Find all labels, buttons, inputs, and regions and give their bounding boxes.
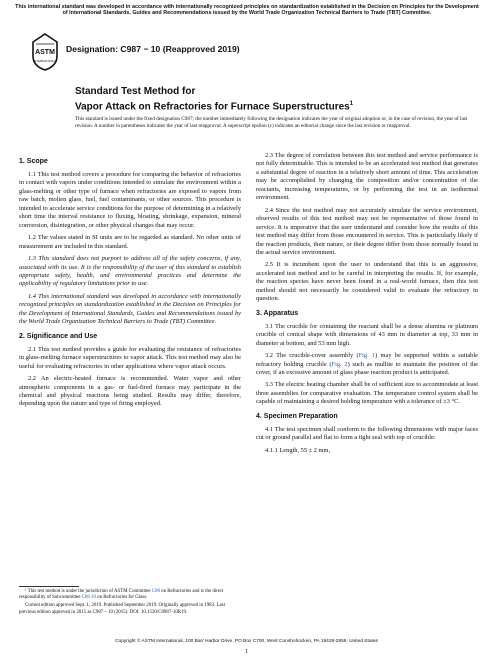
footnote-divider [19, 586, 79, 587]
footnote-1 [19, 589, 241, 601]
paragraph-3-3: 3.3 The electric heating chamber shall be of sufficient size to accommodate at least three assemblies for comparative evaluation. The temperature control system shall be capable of maintaining a desired holding temperature with a tolerance of ±3 °C. [256, 381, 478, 406]
designation: Designation: C987 − 10 (Reapproved 2019) [66, 44, 240, 54]
footnotes [19, 589, 241, 618]
right-column [256, 152, 478, 459]
astm-logo [30, 32, 60, 72]
paragraph-4-1: 4.1 The test specimen shall conform to the following dimensions with major faces cut or ground parallel and flat to form a tight seal with top of crucible: [256, 425, 478, 442]
paragraph-1-3: 1.3 This standard does not purport to address all of the safety concerns, if any, associated with its use. It is the responsibility of the user of this standard to establish appropriate safety, health, and environmental practices and determine the applicability of regulatory limitations prior to use. [19, 255, 241, 288]
paragraph-1-4: 1.4 This international standard was developed in accordance with internationally recognized principles on standardization established in the Decision on Principles for the Development of International Standards, Guides and Recommendations issued by the World Trade Organization Technical Barriers to Trade (TBT) Committee. [19, 292, 241, 326]
section-1-heading: 1. Scope [19, 158, 48, 165]
logo-text: ASTM [35, 49, 55, 56]
title-main: Vapor Attack on Refractories for Furnace Superstructures [75, 101, 350, 113]
title-line-1: Standard Test Method for [75, 86, 196, 97]
title-footnote-mark: 1 [349, 101, 354, 107]
paragraph-1-2: 1.2 The values stated in SI units are to be regarded as standard. No other units of measurement are included in this standard. [19, 234, 241, 250]
issuance-statement: This standard is issued under the fixed designation C987; the number immediately following the designation indicates the year of original adoption or, in the case of revision, the year of last revision. A number in parentheses indicates the year of last reapproval. A superscript epsilon (ε) indicates an editorial change since the last revision or reapproval. [75, 116, 468, 129]
logo-subtext: INTERNATIONAL [33, 59, 57, 63]
copyright-notice: Copyright © ASTM International, 100 Barr Harbor Drive, PO Box C700, West Conshohocken, PA 19428-2959. United States [115, 639, 378, 644]
paragraph-3-2-text-c: ) such as mullite to maintain the position of the cover, if an excessive amount of glass phase reaction product is anticipated. [256, 360, 479, 376]
committee-c08-link[interactable]: C08 [151, 589, 160, 594]
fig-1-link[interactable]: Fig. 1 [358, 352, 376, 360]
section-4-heading: 4. Specimen Preparation [256, 412, 338, 420]
paragraph-3-2-text-b: ) may be supported within a suitable refractory holding crucible ( [256, 352, 478, 368]
paragraph-3-1: 3.1 The crucible for containing the reactant shall be a dense alumina or platinum crucible of conical shape with dimensions of 43 mm in diameter at top, 33 mm in diameter at bottom, and 53 mm high. [256, 322, 478, 347]
page-number: 1 [244, 648, 249, 655]
footnote-1-text-b: on Refractories and is the direct responsibility of Subcommittee [19, 589, 224, 601]
paragraph-2-3: 2.3 The degree of correlation between this test method and service performance is not fully determinable. This is intended to be an accelerated test method that generates a substantial degree of reaction in a relatively short amount of time. This acceleration may be accomplished by changing the composition and/or concentration of the reactants, increasing temperatures, or by performing the test in an isothermal environment. [256, 152, 478, 202]
paragraph-2-4: 2.4 Since the test method may not accurately simulate the service environment, observed results of this test method may not be representative of those found in service. It is imperative that the user understand and consider how the results of this test method may differ from those encountered in service. This is particularly likely if the reaction products, their nature, or their degree differ from those normally found in the actual service environment. [256, 206, 478, 256]
paragraph-3-2 [256, 352, 478, 377]
title-line-2 [75, 98, 475, 113]
paragraph-2-1: 2.1 This test method provides a guide for evaluating the resistance of refractories in glass-melting furnace superstructures to vapor attack. This test method may also be useful for evaluating refractories in other applications where vapor attack occurs. [19, 345, 241, 370]
section-2-heading: 2. Significance and Use [19, 332, 98, 340]
fig-2-link[interactable]: Fig. 2 [331, 360, 348, 368]
paragraph-2-2: 2.2 An electric-heated furnace is recommended. Water vapor and other atmospheric components in a gas- or fuel-fired furnace may participate in the chemical and physical reactions being studied. Results may differ, therefore, depending upon the nature and type of firing employed. [19, 375, 241, 408]
footnote-edition: Current edition approved Sept. 1, 2019. Published September 2019. Originally approved in 1983. Last previous edition approved in 2015 as C987 – 10 (2015). DOI: 10.1520/C0987-10R19. [19, 603, 225, 615]
subcommittee-c08-10-link[interactable]: C08.10 [81, 595, 96, 601]
section-3-heading: 3. Apparatus [256, 309, 299, 317]
document-title [75, 86, 475, 113]
international-standard-notice: This international standard was developed in accordance with internationally recognized principles on standardization established in the Decision on Principles for the Development of International Standards, Guides and Recommendations issued by the World Trade Organization Technical Barriers to Trade (TBT) Committee. [15, 4, 479, 17]
paragraph-1-1: 1.1 This test method covers a procedure for comparing the behavior of refractories in contact with vapors under conditions intended to simulate the environment within a glass-melting or other type of furnace when refractories are exposed to vapors from raw batch, molten glass, fuel, fuel contaminants, or other sources. This procedure is intended to accelerate service conditions for the purpose of determining in a relatively short time the interval resistance to fluxing, bloating, shrinkage, expansion, mineral conversion, disintegration, or other physical changes that may occur. [19, 171, 241, 229]
footnote-1-text-a: ¹ This test method is under the jurisdiction of ASTM Committee [25, 589, 152, 594]
footnote-1-text-c: on Refractories for Glass. [95, 595, 148, 601]
left-column [19, 152, 241, 413]
paragraph-2-5: 2.5 It is incumbent upon the user to understand that this is an aggressive, accelerated test method and to be careful in interpreting the results. If, for example, the reaction species have never been found in a real-world furnace, then this test method should not necessarily be considered valid to evaluate the refractory in question. [256, 261, 478, 303]
paragraph-4-1-1: 4.1.1 Length, 55 ± 2 mm, [265, 446, 331, 454]
paragraph-3-2-text-a: 3.2 The crucible-cover assembly ( [265, 352, 359, 360]
